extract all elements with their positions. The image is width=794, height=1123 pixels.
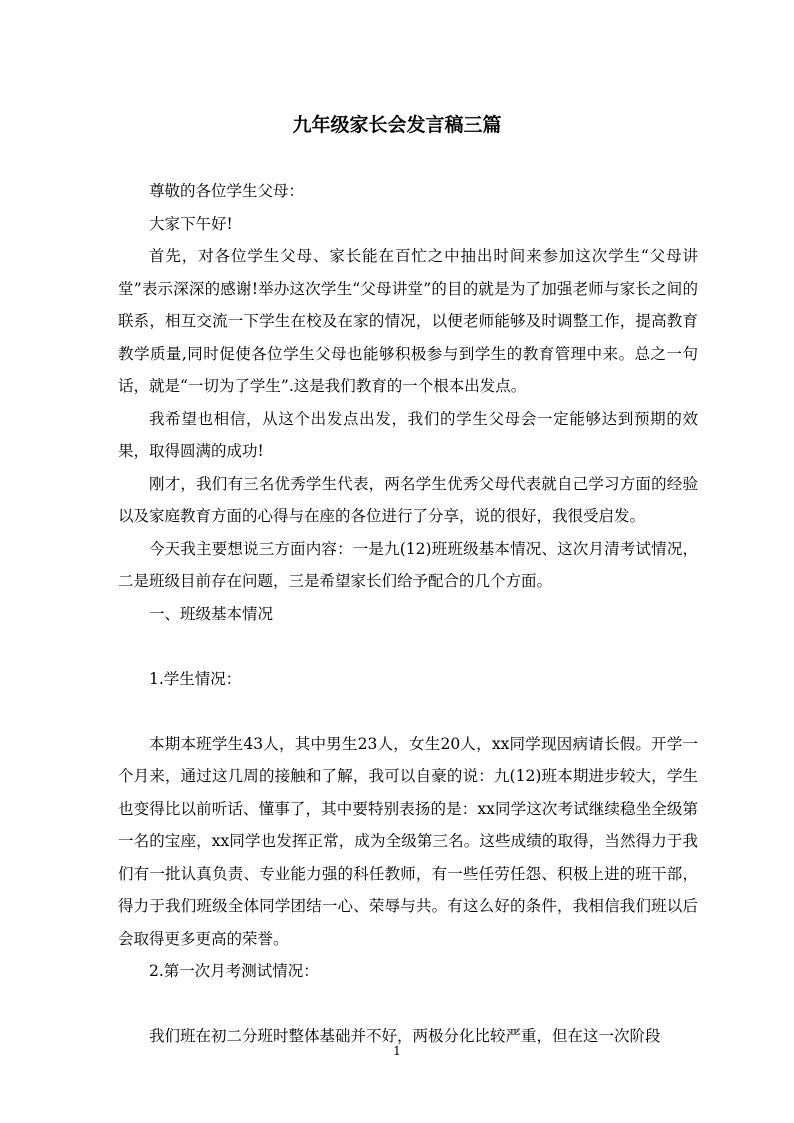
page-number: 1	[393, 1044, 401, 1058]
greeting: 大家下午好!	[149, 214, 233, 233]
paragraph-opening: 首先，对各位学生父母、家长能在百忙之中抽出时间来参加这次学生“父母讲堂”表示深深的感谢!举办这次学生“父母讲堂”的目的就是为了加强老师与家长之间的联系，相互交流一下学生在校及在家的情况，以便老师能够及时调整工作，提高教育教学质量,同时促使各位学生父母也能够积极参与到学生的教育管理中来。总之一句话，就是“一切为了学生”.这是我们教育的一个根本出发点。	[118, 247, 698, 395]
section-heading-class-info: 一、班级基本情况	[149, 604, 274, 623]
paragraph-hope: 我希望也相信，从这个出发点出发，我们的学生父母会一定能够达到预期的效果，取得圆满的成功!	[118, 409, 698, 460]
paragraph-sharing: 刚才，我们有三名优秀学生代表，两名学生优秀父母代表就自己学习方面的经验以及家庭教育方面的心得与在座的各位进行了分享，说的很好，我很受启发。	[118, 474, 698, 525]
paragraph-first-exam: 我们班在初二分班时整体基础并不好，两极分化比较严重，但在这一次阶段	[149, 1027, 661, 1045]
paragraph-student-info: 本期本班学生43人，其中男生23人，女生20人，xx同学现因病请长假。开学一个月来，通过这几周的接触和了解，我可以自豪的说：九(12)班本期进步较大，学生也变得比以前听话、懂事了，其中要特别表扬的是：xx同学这次考试继续稳坐全级第一名的宝座，xx同学也发挥正常，成为全级第三名。这些成绩的取得，当然得力于我们有一批认真负责、专业能力强的科任教师，有一些任劳任怨、积极上进的班干部，得力于我们班级全体同学团结一心、荣辱与共。有这么好的条件，我相信我们班以后会取得更多更高的荣誉。	[118, 734, 698, 948]
salutation: 尊敬的各位学生父母：	[149, 182, 305, 200]
paragraph-agenda: 今天我主要想说三方面内容：一是九(12)班班级基本情况、这次月清考试情况，二是班级目前存在问题，三是希望家长们给予配合的几个方面。	[118, 539, 698, 590]
subheading-student-info: 1.学生情况：	[149, 669, 242, 688]
subheading-first-exam: 2.第一次月考测试情况：	[149, 962, 319, 980]
document-body	[118, 175, 698, 1053]
document-title: 九年级家长会发言稿三篇	[292, 114, 502, 136]
